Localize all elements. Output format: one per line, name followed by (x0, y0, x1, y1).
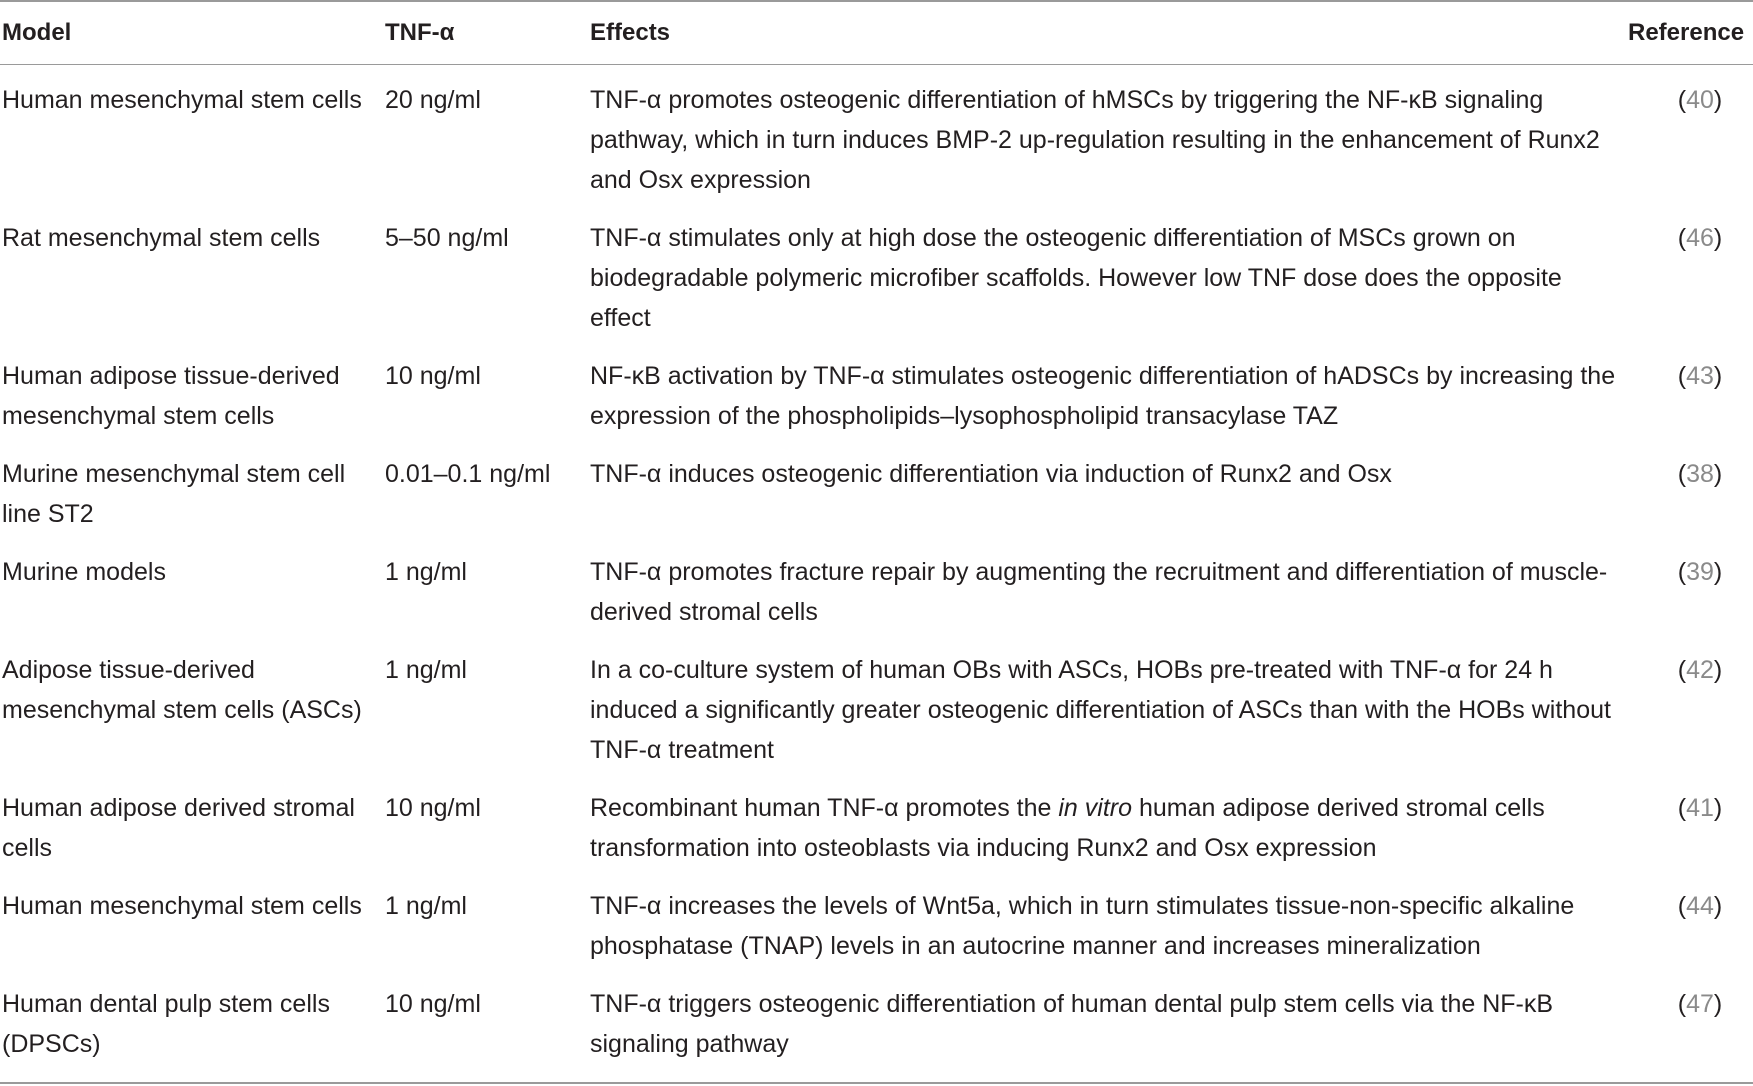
reference-cell: (42) (1677, 656, 1723, 684)
reference-link[interactable]: 46 (1686, 224, 1714, 252)
tnf-dose-cell: 10 ng/ml (385, 794, 481, 822)
reference-link[interactable]: 47 (1686, 990, 1714, 1018)
tnf-dose-cell: 1 ng/ml (385, 558, 467, 586)
tnf-dose-cell: 1 ng/ml (385, 892, 467, 920)
reference-link[interactable]: 43 (1686, 362, 1714, 390)
model-cell: Murine models (2, 558, 166, 586)
tnf-dose-cell: 0.01–0.1 ng/ml (385, 460, 551, 488)
effects-cell: TNF-α induces osteogenic differentiation via induction of Runx2 and Osx (590, 460, 1392, 488)
reference-link[interactable]: 38 (1686, 460, 1714, 488)
top-rule (0, 0, 1753, 2)
tnf-dose-cell: 1 ng/ml (385, 656, 467, 684)
reference-cell: (43) (1677, 362, 1723, 390)
model-cell: Human mesenchymal stem cells (2, 86, 362, 114)
header-rule (0, 64, 1753, 65)
tnf-dose-cell: 10 ng/ml (385, 362, 481, 390)
reference-cell: (38) (1677, 460, 1723, 488)
model-cell: Rat mesenchymal stem cells (2, 224, 321, 252)
effects-text: human adipose derived stromal cells transformation into osteoblasts via inducing Runx2 and Osx expression (590, 794, 1545, 862)
tnf-dose-cell: 20 ng/ml (385, 86, 481, 114)
header-reference: Reference (1628, 19, 1745, 46)
reference-link[interactable]: 40 (1686, 86, 1714, 114)
effects-text: Recombinant human TNF-α promotes the (590, 794, 1059, 822)
reference-cell: (46) (1677, 224, 1723, 252)
effects-cell: TNF-α triggers osteogenic differentiation of human dental pulp stem cells via the NF-κB signaling pathway (590, 990, 1554, 1058)
model-cell: Murine mesenchymal stem cell line ST2 (2, 460, 346, 528)
reference-cell: (44) (1677, 892, 1723, 920)
reference-link[interactable]: 41 (1686, 794, 1714, 822)
reference-cell: (47) (1677, 990, 1723, 1018)
bottom-rule (0, 1082, 1753, 1084)
model-cell: Human dental pulp stem cells (DPSCs) (2, 990, 330, 1058)
effects-italic-text: in vitro (1058, 794, 1132, 822)
header-tnf: TNF-α (385, 19, 455, 46)
reference-link[interactable]: 42 (1686, 656, 1714, 684)
reference-cell: (40) (1677, 86, 1723, 114)
effects-cell: TNF-α promotes fracture repair by augmenting the recruitment and differentiation of muscle-derived stromal cells (590, 558, 1608, 626)
model-cell: Human adipose tissue-derived mesenchymal stem cells (2, 362, 340, 430)
model-cell: Human mesenchymal stem cells (2, 892, 362, 920)
tnf-dose-cell: 5–50 ng/ml (385, 224, 509, 252)
effects-cell: TNF-α promotes osteogenic differentiation of hMSCs by triggering the NF-κB signaling pathway, which in turn induces BMP-2 up-regulation resulting in the enhancement of Runx2 and Osx expression (590, 86, 1600, 194)
model-cell: Human adipose derived stromal cells (2, 794, 355, 862)
effects-cell: TNF-α stimulates only at high dose the osteogenic differentiation of MSCs grown on biodegradable polymeric microfiber scaffolds. However low TNF dose does the opposite effect (590, 224, 1562, 332)
reference-cell: (41) (1677, 794, 1723, 822)
effects-cell: TNF-α increases the levels of Wnt5a, which in turn stimulates tissue-non-specific alkaline phosphatase (TNAP) levels in an autocrine manner and increases mineralization (590, 892, 1575, 960)
effects-cell: NF-κB activation by TNF-α stimulates osteogenic differentiation of hADSCs by increasing the expression of the phospholipids–lysophospholipid transacylase TAZ (590, 362, 1616, 430)
reference-link[interactable]: 39 (1686, 558, 1714, 586)
effects-cell: In a co-culture system of human OBs with ASCs, HOBs pre-treated with TNF-α for 24 h induced a significantly greater osteogenic differentiation of ASCs than with the HOBs without TNF-α treatment (590, 656, 1611, 764)
reference-cell: (39) (1677, 558, 1723, 586)
header-effects: Effects (590, 19, 671, 46)
header-model: Model (2, 19, 72, 46)
effects-cell (590, 788, 1620, 868)
reference-link[interactable]: 44 (1686, 892, 1714, 920)
tnf-dose-cell: 10 ng/ml (385, 990, 481, 1018)
model-cell: Adipose tissue-derived mesenchymal stem cells (ASCs) (2, 656, 362, 724)
